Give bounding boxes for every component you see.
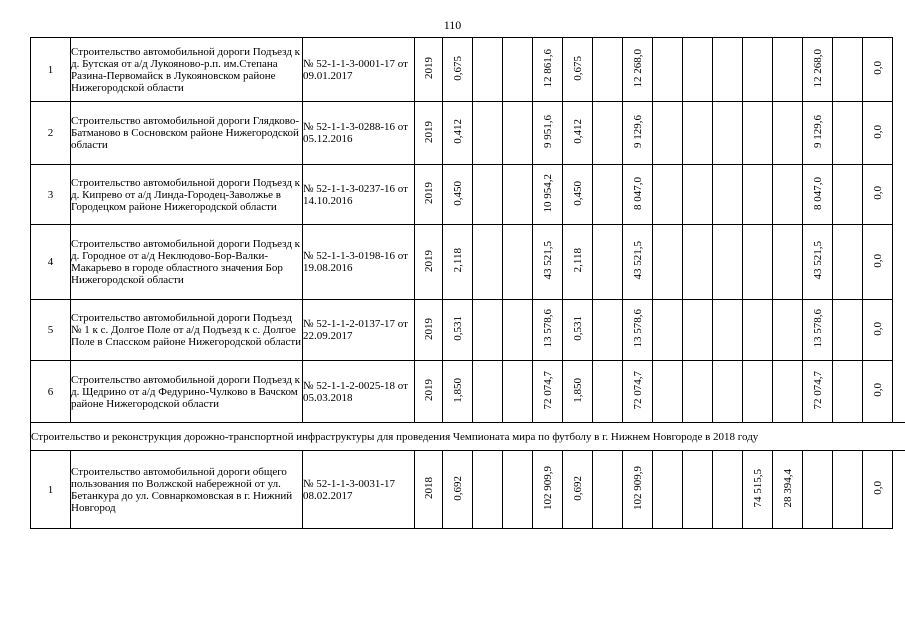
road-length: 0,692 [451, 475, 464, 501]
object-name: Строительство автомобильной дороги Подъезд к д. Городное от а/д Неклюдово-Бор-Валки-Макарьево в городе областного значения Бор Нижегородской области [71, 225, 303, 300]
commissioning-year: 2019 [422, 317, 435, 340]
contract-number: № 52-1-1-3-0198-16 от 19.08.2016 [303, 225, 415, 300]
contract-number: № 52-1-1-3-0288-16 от 05.12.2016 [303, 102, 415, 165]
road-length-planned: 2,118 [571, 248, 584, 273]
commissioning-year: 2019 [422, 120, 435, 143]
federal-amount: 74 515,5 [751, 468, 764, 508]
row-number: 6 [31, 361, 71, 423]
row-number: 2 [31, 102, 71, 165]
total-cost: 43 521,5 [541, 241, 554, 280]
budget-amount: 12 268,0 [811, 48, 824, 88]
planned-amount: 12 268,0 [631, 48, 644, 88]
budget-amount: 43 521,5 [811, 241, 824, 280]
commissioning-year: 2018 [422, 477, 435, 499]
row-number: 3 [31, 165, 71, 225]
budget-amount: 13 578,6 [811, 309, 824, 348]
planned-amount: 8 047,0 [631, 176, 644, 210]
section-row [31, 423, 905, 451]
commissioning-year: 2019 [422, 57, 435, 79]
remainder-amount: 0,0 [871, 321, 884, 336]
total-cost: 10 954,2 [541, 173, 554, 213]
budget-amount: 9 129,6 [811, 115, 824, 148]
table-row [31, 300, 905, 361]
commissioning-year: 2019 [422, 249, 435, 272]
remainder-amount: 0,0 [871, 383, 884, 397]
contract-number: № 52-1-1-3-0001-17 от 09.01.2017 [303, 38, 415, 102]
remainder-amount: 0,0 [871, 186, 884, 200]
planned-amount: 102 909,9 [631, 466, 644, 510]
total-cost: 12 861,6 [541, 48, 554, 88]
table-row [31, 361, 905, 423]
regional-amount: 28 394,4 [781, 468, 794, 508]
planned-amount: 13 578,6 [631, 309, 644, 348]
table-row [31, 38, 905, 102]
total-cost: 13 578,6 [541, 309, 554, 348]
table-row [31, 225, 905, 300]
object-name: Строительство автомобильной дороги Подъезд к д. Бутская от а/д Лукояново-р.п. им.Степана Разина-Первомайск в Лукояновском районе Нижегородской области [71, 38, 303, 102]
budget-amount: 72 074,7 [811, 370, 824, 410]
road-length-planned: 0,450 [571, 180, 584, 206]
planned-amount: 9 129,6 [631, 115, 644, 148]
total-cost: 9 951,6 [541, 115, 554, 148]
road-length-planned: 0,412 [571, 119, 584, 144]
contract-number: № 52-1-1-3-0237-16 от 14.10.2016 [303, 165, 415, 225]
contract-number: № 52-1-1-2-0137-17 от 22.09.2017 [303, 300, 415, 361]
remainder-amount: 0,0 [871, 124, 884, 139]
object-name: Строительство автомобильной дороги Подъезд к д. Кипрево от а/д Линда-Городец-Заволжье в Городецком районе Нижегородской области [71, 165, 303, 225]
table-row [31, 451, 905, 529]
total-cost: 102 909,9 [541, 466, 554, 510]
section-title: Строительство и реконструкция дорожно-транспортной инфраструктуры для проведения Чемпионата мира по футболу в г. Нижнем Новгороде в 2018 году [31, 423, 905, 451]
page-number: 110 [443, 18, 462, 32]
commissioning-year: 2019 [422, 379, 435, 401]
row-number: 5 [31, 300, 71, 361]
budget-amount: 8 047,0 [811, 176, 824, 210]
row-number: 1 [31, 38, 71, 102]
road-length-planned: 0,692 [571, 475, 584, 501]
object-name: Строительство автомобильной дороги Глядково-Батманово в Сосновском районе Нижегородской области [71, 102, 303, 165]
road-length: 0,675 [451, 55, 464, 81]
road-length: 0,412 [451, 119, 464, 144]
road-length-planned: 1,850 [571, 377, 584, 403]
table-row [31, 102, 905, 165]
commissioning-year: 2019 [422, 182, 435, 204]
total-cost: 72 074,7 [541, 370, 554, 410]
remainder-amount: 0,0 [871, 481, 884, 495]
road-length: 2,118 [451, 248, 464, 273]
remainder-amount: 0,0 [871, 61, 884, 75]
planned-amount: 72 074,7 [631, 370, 644, 410]
row-number: 1 [31, 451, 71, 529]
contract-number: № 52-1-1-3-0031-17 08.02.2017 [303, 451, 415, 529]
contract-number: № 52-1-1-2-0025-18 от 05.03.2018 [303, 361, 415, 423]
remainder-amount: 0,0 [871, 253, 884, 268]
object-name: Строительство автомобильной дороги Подъезд к д. Щедрино от а/д Федурино-Чулково в Вачском районе Нижегородской области [71, 361, 303, 423]
road-length: 1,850 [451, 377, 464, 403]
road-length: 0,531 [451, 316, 464, 341]
planned-amount: 43 521,5 [631, 241, 644, 280]
object-name: Строительство автомобильной дороги Подъезд № 1 к с. Долгое Поле от а/д Подъезд к с. Долгое Поле в Спасском районе Нижегородской области [71, 300, 303, 361]
table-row [31, 165, 905, 225]
road-length-planned: 0,531 [571, 316, 584, 341]
object-name: Строительство автомобильной дороги общего пользования по Волжской набережной от ул. Бетанкура до ул. Совнаркомовская в г. Нижний Новгород [71, 451, 303, 529]
road-length: 0,450 [451, 180, 464, 206]
road-length-planned: 0,675 [571, 55, 584, 81]
investment-table [30, 37, 905, 529]
row-number: 4 [31, 225, 71, 300]
